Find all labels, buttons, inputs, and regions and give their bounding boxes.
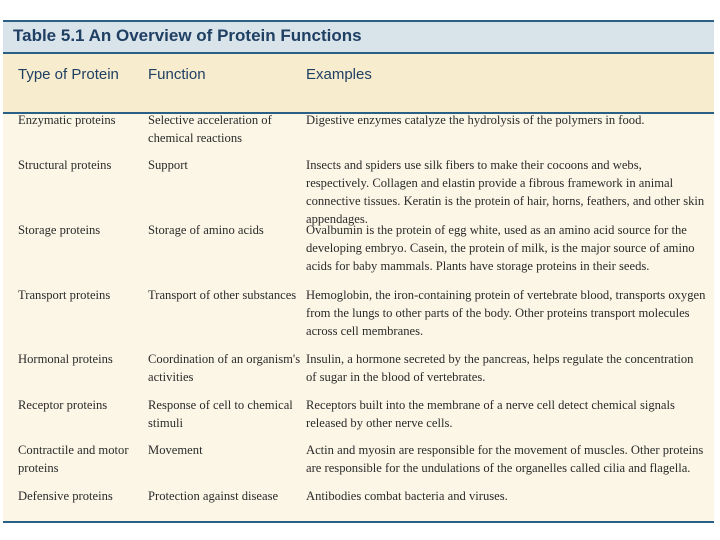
row-3-function: Storage of amino acids — [148, 223, 264, 237]
row-4-examples: Hemoglobin, the iron-containing protein of vertebrate blood, transports oxygen from the lungs to other parts of the body. Other proteins transport molecules across cell membranes. — [306, 288, 706, 338]
row-8-type: Defensive proteins — [18, 489, 113, 503]
table-title-bar — [3, 20, 714, 54]
row-2-function: Support — [148, 158, 188, 172]
row-1-type: Enzymatic proteins — [18, 113, 116, 127]
row-1-function: Selective acceleration of chemical reactions — [148, 113, 272, 145]
row-2-type: Structural proteins — [18, 158, 112, 172]
row-6-function: Response of cell to chemical stimuli — [148, 398, 293, 430]
table-bottom-rule — [3, 521, 714, 523]
row-8-examples: Antibodies combat bacteria and viruses. — [306, 489, 508, 503]
row-5-examples: Insulin, a hormone secreted by the pancreas, helps regulate the concentration of sugar in the blood of vertebrates. — [306, 352, 694, 384]
row-1-examples: Digestive enzymes catalyze the hydrolysis of the polymers in food. — [306, 113, 645, 127]
header-examples: Examples — [306, 66, 372, 83]
row-3-examples: Ovalbumin is the protein of egg white, used as an amino acid source for the developing embryo. Casein, the protein of milk, is the major source of amino acids for baby mammals. Plants have storage proteins in their seeds. — [306, 223, 695, 273]
row-7-type: Contractile and motor proteins — [18, 443, 129, 475]
row-3-type: Storage proteins — [18, 223, 101, 237]
table-header-row — [3, 54, 714, 114]
header-function: Function — [148, 66, 206, 83]
row-4-type: Transport proteins — [18, 288, 111, 302]
row-6-examples: Receptors built into the membrane of a nerve cell detect chemical signals released by other nerve cells. — [306, 398, 675, 430]
table-title: Table 5.1 An Overview of Protein Functions — [13, 26, 362, 45]
row-2-examples: Insects and spiders use silk fibers to make their cocoons and webs, respectively. Collagen and elastin provide a fibrous framework in animal connective tissues. Keratin is the protein of hair, horns, feathers, and other skin appendages. — [306, 158, 705, 226]
row-5-type: Hormonal proteins — [18, 352, 113, 366]
row-7-function: Movement — [148, 443, 203, 457]
row-7-examples: Actin and myosin are responsible for the movement of muscles. Other proteins are responsible for the undulations of the organelles called cilia and flagella. — [306, 443, 704, 475]
row-8-function: Protection against disease — [148, 489, 279, 503]
row-4-function: Transport of other substances — [148, 288, 297, 302]
header-type-of-protein: Type of Protein — [18, 66, 119, 83]
protein-functions-table — [3, 20, 714, 523]
row-6-type: Receptor proteins — [18, 398, 108, 412]
row-5-function: Coordination of an organism's activities — [148, 352, 301, 384]
